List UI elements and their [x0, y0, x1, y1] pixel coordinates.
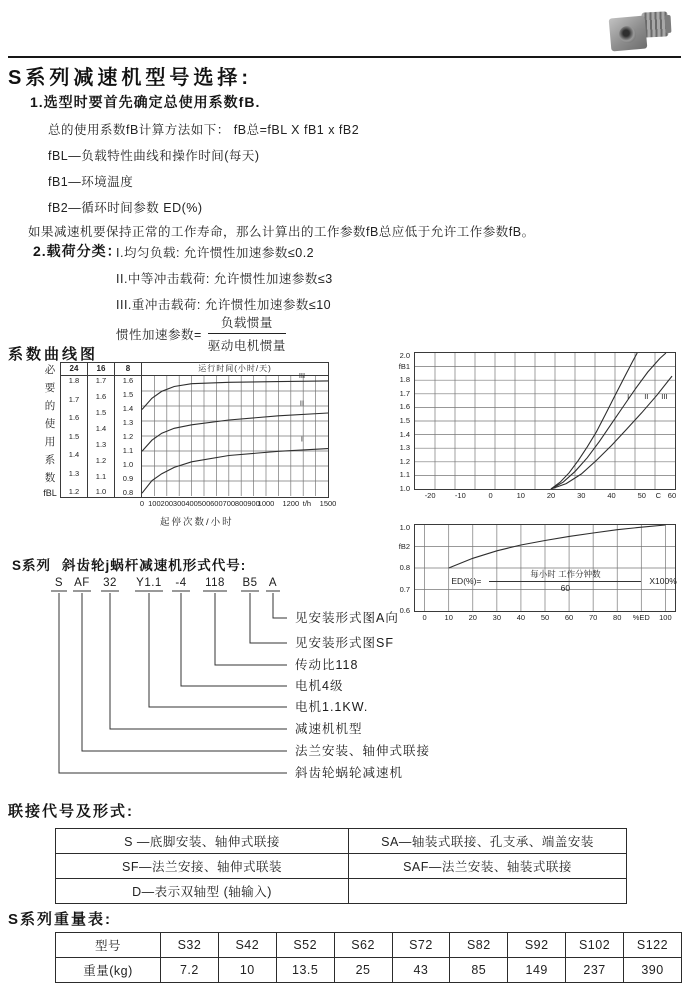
scale-tick: 1.6 [122, 376, 134, 385]
x-tick: C [655, 491, 662, 500]
x-tick: 40 [607, 491, 616, 500]
x-tick: -20 [424, 491, 436, 500]
scale-tick: 1.0 [95, 487, 107, 497]
fbl-plot-title: 运行时间(小时/天) [142, 363, 328, 376]
table-cell: 10 [218, 958, 276, 983]
inertia-fraction [208, 313, 286, 354]
weight-table [55, 932, 682, 983]
output-bore [619, 26, 636, 43]
code-label: 法兰安装、轴伸式联接 [295, 744, 431, 758]
table-row [56, 854, 627, 879]
x-tick: 500 [197, 499, 211, 508]
table-cell: 43 [392, 958, 450, 983]
model-code-series: S系列 [12, 558, 52, 573]
y-tick: 1.4 [399, 429, 410, 439]
y-axis-char: 的 [44, 400, 56, 412]
x-tick: 1000 [257, 499, 275, 508]
x-tick: t/h [302, 499, 312, 508]
table-cell: 149 [508, 958, 566, 983]
charts-heading: 系数曲线图 [8, 346, 99, 363]
x-tick: 700 [222, 499, 236, 508]
fbl-plot [142, 363, 328, 497]
y-tick: 2.0 [399, 351, 410, 360]
fbl-x-ticks [139, 498, 337, 509]
table-cell: S32 [161, 933, 219, 958]
code-leader-line [215, 593, 287, 665]
x-tick: 100 [659, 613, 672, 622]
x-tick: 60 [564, 613, 574, 622]
code-token-32: 32 [103, 577, 117, 589]
scale-tick: 1.1 [122, 445, 134, 455]
code-leader-line [59, 593, 287, 773]
y-tick: 1.0 [399, 523, 410, 532]
fbl-chart [40, 362, 337, 528]
table-cell: S102 [566, 933, 624, 958]
x-tick: 600 [210, 499, 223, 508]
x-tick: 60 [667, 491, 677, 500]
code-label: 电机4级 [295, 679, 344, 693]
y-axis-char: 必 [44, 364, 56, 376]
code-token-118: 118 [205, 577, 225, 589]
inertia-formula [116, 313, 286, 354]
scale-tick: 1.2 [95, 455, 107, 465]
table-cell: D—表示双轴型 (轴输入) [56, 879, 349, 904]
x-tick: 1500 [319, 499, 337, 508]
x-tick: 30 [492, 613, 502, 622]
table-cell: 25 [334, 958, 392, 983]
code-label: 传动比118 [295, 658, 359, 672]
connection-table [55, 828, 627, 904]
y-tick: 0.7 [399, 584, 410, 594]
x-tick: 80 [613, 613, 622, 622]
model-code-diagram [45, 574, 475, 794]
code-label: 电机1.1KW. [295, 700, 369, 714]
table-cell: SAF—法兰安装、轴装式联接 [349, 854, 627, 879]
table-cell: SA—轴装式联接、孔支承、端盖安装 [349, 829, 627, 854]
code-leader-line [181, 593, 287, 686]
curve-I [142, 449, 328, 494]
scale-column-8 [115, 363, 142, 497]
scale-tick: 1.5 [122, 389, 134, 399]
x-tick: 20 [546, 491, 556, 500]
x-tick: 10 [516, 491, 525, 500]
fb1-chart [388, 352, 676, 501]
x-tick: 0 [488, 491, 493, 500]
table-row [56, 958, 682, 983]
code-leader-line [149, 593, 287, 707]
scale-column-16 [88, 363, 115, 497]
inertia-denominator: 驱动电机惯量 [207, 339, 286, 353]
connection-heading: 联接代号及形式: [8, 803, 134, 820]
table-cell: 85 [450, 958, 508, 983]
table-row [56, 879, 627, 904]
code-leader-line [82, 593, 287, 751]
fb1-definition: fB1—环境温度 [48, 175, 134, 189]
section-1-heading: 1.选型时要首先确定总使用系数fB. [30, 94, 261, 110]
code-token-Y1.1: Y1.1 [136, 577, 162, 589]
scale-tick: 1.6 [68, 413, 80, 423]
table-cell: S82 [450, 933, 508, 958]
code-label: 见安装形式图A向 [295, 611, 399, 625]
scale-header: 8 [115, 363, 141, 376]
table-cell: S72 [392, 933, 450, 958]
table-cell: 237 [566, 958, 624, 983]
table-cell: S92 [508, 933, 566, 958]
fbl-definition: fBL—负载特性曲线和操作时间(每天) [48, 149, 260, 163]
model-code-heading: 斜齿轮j蜗杆减速机形式代号: [62, 558, 247, 573]
x-tick: 10 [444, 613, 453, 622]
y-tick: fB2 [398, 541, 410, 551]
scale-tick: 0.9 [122, 473, 134, 483]
y-tick: 0.8 [399, 563, 410, 572]
y-tick: 1.8 [399, 375, 410, 385]
y-tick: 1.6 [399, 402, 410, 412]
y-axis-char: 使 [44, 418, 56, 430]
load-class-2: II.中等冲击载荷: 允许惯性加速参数≤3 [116, 272, 333, 286]
x-tick: -10 [454, 491, 466, 500]
y-tick: 0.6 [399, 606, 410, 615]
x-tick: 40 [516, 613, 526, 622]
scale-tick: 1.7 [95, 376, 107, 385]
y-axis-fbl: fBL [43, 488, 57, 498]
curve-label-II: II [644, 392, 649, 402]
x-tick: 30 [577, 491, 586, 500]
y-tick: 1.7 [399, 388, 410, 398]
scale-header: 24 [61, 363, 87, 376]
ed-formula-lhs: ED(%)= [451, 575, 482, 586]
x-tick: 20 [468, 613, 477, 622]
page-title: S系列减速机型号选择: [8, 67, 252, 89]
inertia-numerator: 负载惯量 [208, 313, 286, 334]
y-axis-char: 用 [44, 436, 56, 448]
inertia-formula-lhs: 惯性加速参数= [116, 327, 202, 342]
table-cell: 型号 [56, 933, 161, 958]
x-tick: 100 [148, 499, 161, 508]
y-tick: 1.0 [399, 484, 410, 493]
y-tick: 1.5 [399, 416, 410, 425]
x-tick: 200 [160, 499, 174, 508]
scale-tick: 1.3 [68, 468, 80, 478]
scale-tick: 1.7 [68, 394, 80, 404]
scale-ticks [115, 376, 141, 497]
ed-formula [451, 568, 676, 593]
motor-cap [665, 15, 672, 33]
scale-tick: 1.2 [68, 487, 80, 497]
table-cell: 13.5 [276, 958, 334, 983]
table-cell: 7.2 [161, 958, 219, 983]
table-cell: S52 [276, 933, 334, 958]
scale-ticks [61, 376, 87, 497]
x-tick: 70 [588, 613, 598, 622]
x-tick: 1200 [282, 499, 300, 508]
header-rule [8, 56, 681, 58]
curve-label-III: III [661, 392, 668, 402]
fbl-x-sub-label: 起停次数/小时 [160, 517, 234, 528]
code-label: 斜齿轮蜗轮减速机 [295, 766, 404, 780]
x-tick: 0 [422, 613, 427, 622]
table-cell: 重量(kg) [56, 958, 161, 983]
y-tick: 1.1 [399, 470, 410, 480]
x-tick: 400 [185, 499, 198, 508]
scale-tick: 1.3 [95, 439, 107, 449]
table-cell: S —底脚安装、轴伸式联接 [56, 829, 349, 854]
code-label: 见安装形式图SF [295, 636, 394, 650]
fBL-usage-factor-plot [142, 371, 328, 496]
scale-tick: 1.8 [68, 376, 80, 385]
scale-header: 16 [88, 363, 114, 376]
table-cell: SF—法兰安接、轴伸式联装 [56, 854, 349, 879]
code-label: 减速机机型 [295, 722, 363, 736]
curve-label-II: II [299, 398, 305, 408]
table-cell: 390 [624, 958, 682, 983]
x-tick: 0 [139, 499, 145, 508]
fB1-ambient-temperature-y-ticks [388, 351, 414, 493]
x-tick: 900 [247, 499, 260, 508]
ed-denominator: 60 [560, 583, 571, 593]
table-cell: S42 [218, 933, 276, 958]
section-2-heading: 2.载荷分类： [33, 243, 122, 259]
scale-tick: 1.5 [95, 407, 107, 417]
table-row [56, 829, 627, 854]
fb2-definition: fB2—循环时间参数 ED(%) [48, 201, 203, 215]
fB1-ambient-temperature-plot [415, 353, 675, 489]
scale-tick: 1.5 [68, 431, 80, 441]
fbl-plot-box [60, 362, 329, 498]
y-tick: 1.2 [399, 456, 410, 466]
code-token--4: -4 [175, 577, 187, 589]
section-1-note: 如果减速机要保持正常的工作寿命，那么计算出的工作参数fB总应低于允许工作参数fB。 [28, 225, 535, 239]
table-cell: S122 [624, 933, 682, 958]
x-tick: 50 [540, 613, 550, 622]
scale-tick: 1.3 [122, 417, 134, 427]
y-axis-char: 系 [44, 454, 56, 466]
total-factor-line: 总的使用系数fB计算方法如下： fB总=fBL X fB1 x fB2 [48, 123, 360, 137]
scale-tick: 1.4 [68, 450, 80, 460]
fB1-ambient-temperature-plotbox [414, 352, 676, 490]
curve-label-I: I [627, 392, 630, 402]
scale-tick: 0.8 [122, 487, 134, 497]
scale-tick: 1.6 [95, 391, 107, 401]
x-tick: 50 [637, 491, 646, 500]
scale-tick: 1.4 [95, 423, 107, 433]
code-token-A: A [268, 577, 278, 589]
code-leader-line [110, 593, 287, 729]
curve-II [142, 413, 328, 451]
ed-fraction [489, 568, 641, 593]
code-leader-line [273, 593, 287, 618]
model-code-svg [45, 574, 475, 789]
fB1-ambient-temperature-x-ticks [415, 490, 675, 501]
fbl-y-axis-label [40, 362, 60, 498]
curve-label-I: I [300, 434, 304, 444]
ed-numerator: 每小时 工作分钟数 [489, 568, 641, 582]
table-row [56, 933, 682, 958]
scale-ticks [88, 376, 114, 497]
fB1-ambient-temperature-row [388, 351, 676, 493]
y-axis-char: 数 [44, 472, 56, 484]
scale-tick: 1.4 [122, 403, 134, 413]
scale-column-24 [61, 363, 88, 497]
load-class-3: III.重冲击载荷: 允许惯性加速参数≤10 [116, 298, 332, 312]
scale-tick: 1.2 [122, 431, 134, 441]
x-tick: %ED [632, 613, 650, 622]
table-cell [349, 879, 627, 904]
table-cell: S62 [334, 933, 392, 958]
scale-tick: 1.1 [95, 471, 107, 481]
y-tick: 1.3 [399, 443, 410, 453]
ed-formula-rhs: X100% [649, 575, 677, 586]
code-token-S: S [54, 577, 64, 589]
gearmotor-photo [608, 6, 672, 54]
y-tick: fB1 [398, 361, 410, 371]
weights-heading: S系列重量表: [8, 911, 113, 928]
code-token-AF: AF [74, 577, 90, 589]
load-class-1: I.均匀负载: 允许惯性加速参数≤0.2 [116, 246, 315, 260]
curve-label-III: III [298, 371, 306, 381]
x-tick: 300 [172, 499, 186, 508]
y-axis-char: 要 [44, 382, 56, 394]
scale-tick: 1.0 [122, 459, 134, 469]
x-tick: 800 [234, 499, 248, 508]
code-token-B5: B5 [242, 577, 258, 589]
